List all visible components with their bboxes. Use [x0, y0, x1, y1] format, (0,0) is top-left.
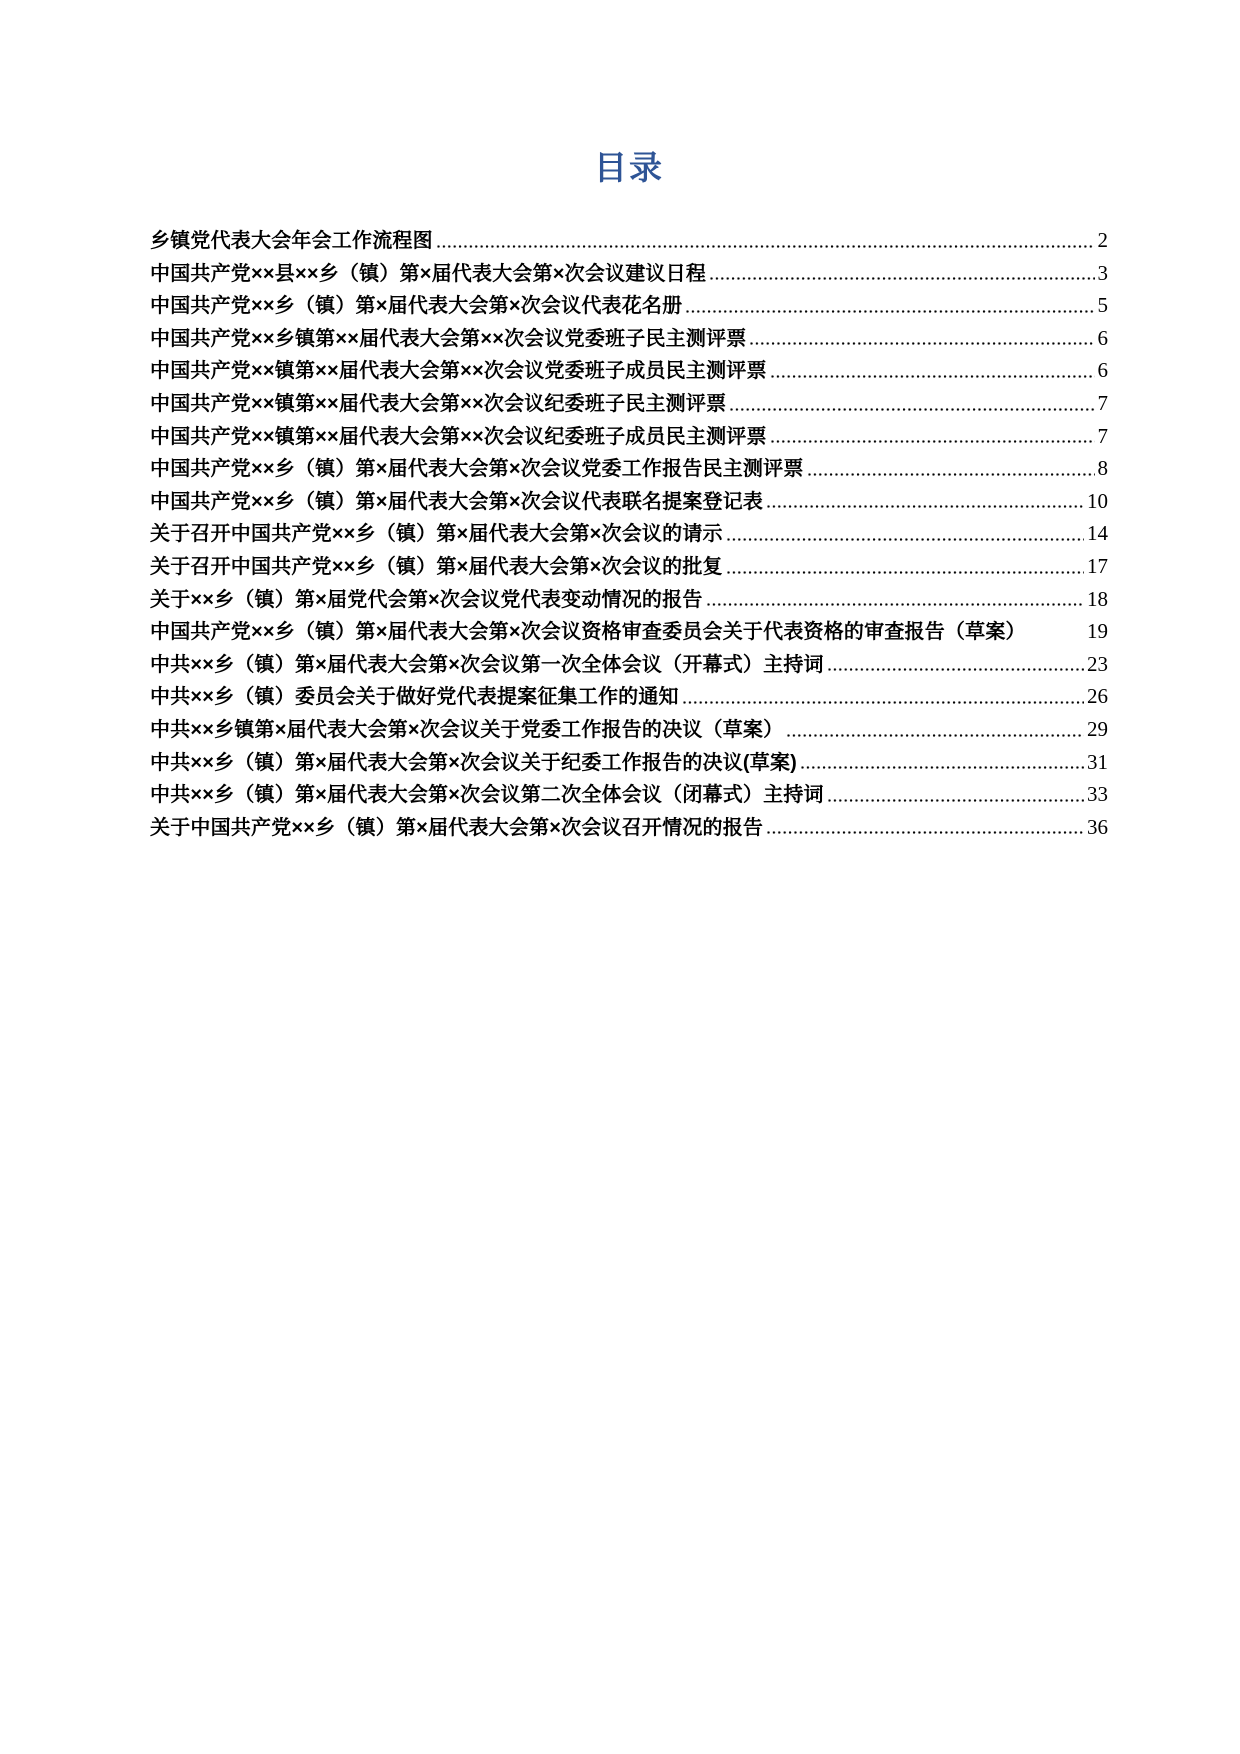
toc-entry[interactable]	[150, 778, 1108, 811]
toc-entry[interactable]	[150, 485, 1108, 518]
toc-page-number: 7	[1097, 390, 1108, 415]
toc-entry-title: 乡镇党代表大会年会工作流程图	[150, 230, 433, 252]
toc-entry-title: 中国共产党××乡（镇）第×届代表大会第×次会议资格审查委员会关于代表资格的审查报告（草案）	[150, 621, 1026, 644]
toc-entry[interactable]	[150, 746, 1108, 779]
toc-dot-leader	[767, 831, 1084, 834]
toc-entry-title: 中共××乡（镇）第×届代表大会第×次会议第二次全体会议（闭幕式）主持词	[150, 784, 824, 807]
toc-entry-title: 中共××乡（镇）第×届代表大会第×次会议关于纪委工作报告的决议(草案)	[150, 751, 798, 774]
toc-dot-leader	[707, 603, 1084, 606]
toc-entry[interactable]	[150, 322, 1108, 355]
toc-entry-title: 中共××乡镇第×届代表大会第×次会议关于党委工作报告的决议（草案）	[150, 718, 784, 741]
toc-entry[interactable]	[150, 517, 1108, 550]
toc-entry[interactable]	[150, 257, 1108, 290]
toc-page-number: 33	[1087, 782, 1108, 807]
toc-dot-leader	[683, 701, 1084, 704]
toc-page-number: 29	[1087, 716, 1108, 741]
toc-entry[interactable]	[150, 420, 1108, 453]
toc-entry[interactable]	[150, 680, 1108, 713]
toc-entry[interactable]	[150, 354, 1108, 387]
toc-page-number: 3	[1097, 260, 1108, 285]
toc-entry-title: 关于召开中国共产党××乡（镇）第×届代表大会第×次会议的批复	[150, 555, 723, 578]
toc-page-number: 8	[1097, 456, 1108, 481]
toc-page-number: 6	[1097, 325, 1108, 350]
toc-dot-leader	[686, 310, 1094, 313]
toc-page-number: 2	[1097, 228, 1108, 252]
toc-dot-leader	[1030, 636, 1084, 639]
toc-dot-leader	[771, 440, 1095, 443]
toc-entry-title: 中国共产党××乡镇第××届代表大会第××次会议党委班子民主测评票	[150, 327, 747, 350]
toc-dot-leader	[437, 245, 1095, 248]
toc-page-number: 6	[1097, 358, 1108, 383]
toc-page-number: 5	[1097, 293, 1108, 318]
toc-dot-leader	[808, 473, 1095, 476]
toc-entry-title: 关于××乡（镇）第×届党代会第×次会议党代表变动情况的报告	[150, 588, 703, 611]
toc-dot-leader	[828, 799, 1084, 802]
toc-entry[interactable]	[150, 550, 1108, 583]
toc-entry[interactable]	[150, 615, 1108, 648]
toc-dot-leader	[828, 668, 1084, 671]
toc-page-number: 31	[1087, 749, 1108, 774]
toc-entry[interactable]	[150, 387, 1108, 420]
toc-entry[interactable]	[150, 289, 1108, 322]
toc-dot-leader	[801, 766, 1084, 769]
toc-entry[interactable]	[150, 713, 1108, 746]
toc-entry[interactable]	[150, 452, 1108, 485]
toc-page-number: 26	[1087, 684, 1108, 709]
toc-title: 目录	[594, 149, 664, 186]
toc-entry-title: 中国共产党××县××乡（镇）第×届代表大会第×次会议建议日程	[150, 262, 707, 285]
toc-entry-title: 中国共产党××镇第××届代表大会第××次会议纪委班子成员民主测评票	[150, 425, 767, 448]
toc-dot-leader	[787, 734, 1084, 737]
toc-page-number: 19	[1087, 619, 1108, 644]
toc-entry-title: 关于中国共产党××乡（镇）第×届代表大会第×次会议召开情况的报告	[150, 816, 764, 839]
toc-page-number: 17	[1087, 553, 1108, 578]
toc-page-number: 14	[1087, 521, 1108, 546]
toc-entry-title: 中国共产党××乡（镇）第×届代表大会第×次会议代表联名提案登记表	[150, 490, 764, 513]
toc-dot-leader	[771, 375, 1095, 378]
toc-entry-title: 关于召开中国共产党××乡（镇）第×届代表大会第×次会议的请示	[150, 523, 723, 546]
toc-dot-leader	[730, 408, 1094, 411]
toc-list	[150, 224, 1108, 843]
toc-entry[interactable]	[150, 224, 1108, 257]
toc-page-number: 10	[1087, 488, 1108, 513]
toc-page-number: 23	[1087, 651, 1108, 676]
toc-page-number: 18	[1087, 586, 1108, 611]
toc-entry-title: 中共××乡（镇）第×届代表大会第×次会议第一次全体会议（开幕式）主持词	[150, 653, 824, 676]
toc-entry-title: 中国共产党××镇第××届代表大会第××次会议党委班子成员民主测评票	[150, 360, 767, 383]
toc-dot-leader	[710, 277, 1094, 280]
toc-dot-leader	[767, 505, 1084, 508]
toc-entry[interactable]	[150, 583, 1108, 616]
toc-page-number: 36	[1087, 814, 1108, 839]
toc-dot-leader	[727, 538, 1084, 541]
toc-entry[interactable]	[150, 811, 1108, 844]
toc-entry-title: 中共××乡（镇）委员会关于做好党代表提案征集工作的通知	[150, 686, 679, 709]
toc-dot-leader	[750, 342, 1094, 345]
toc-page-number: 7	[1097, 423, 1108, 448]
toc-entry-title: 中国共产党××镇第××届代表大会第××次会议纪委班子民主测评票	[150, 392, 727, 415]
toc-entry-title: 中国共产党××乡（镇）第×届代表大会第×次会议代表花名册	[150, 295, 683, 318]
toc-dot-leader	[727, 571, 1084, 574]
toc-entry[interactable]	[150, 648, 1108, 681]
toc-entry-title: 中国共产党××乡（镇）第×届代表大会第×次会议党委工作报告民主测评票	[150, 458, 804, 481]
